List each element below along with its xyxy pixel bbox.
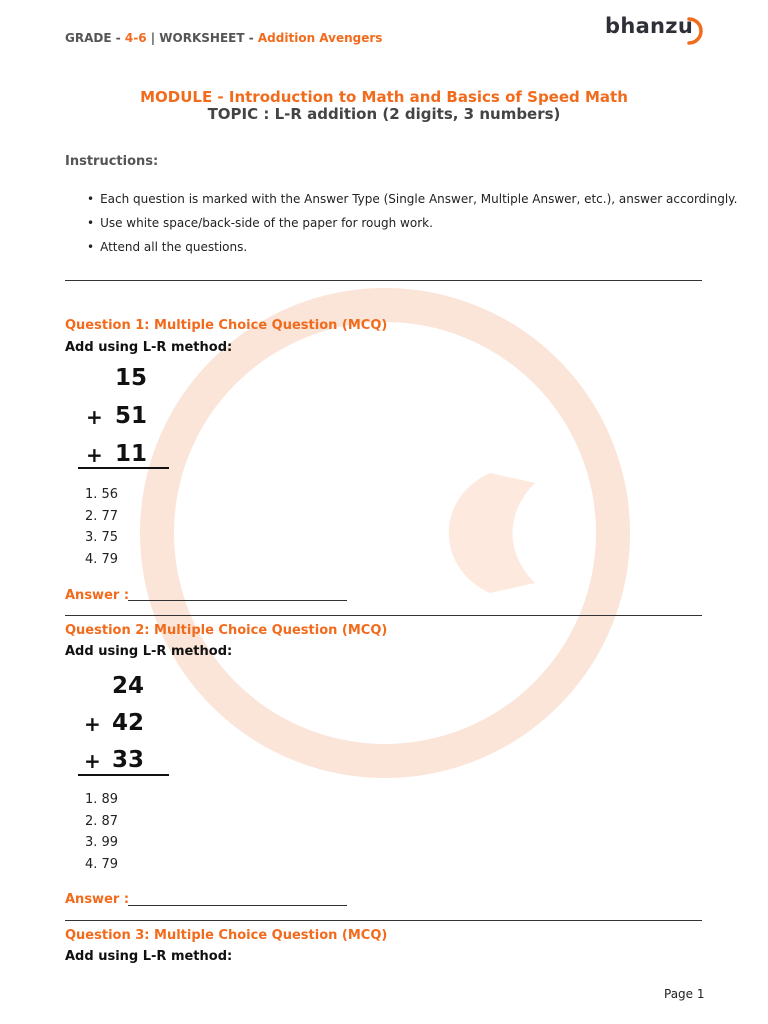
- instruction-item: • Attend all the questions.: [87, 240, 737, 264]
- option-item[interactable]: 3. 75: [85, 530, 119, 545]
- question-1-number-2: 51: [115, 403, 148, 429]
- option-item[interactable]: 2. 77: [85, 508, 119, 524]
- topic-title: TOPIC : L-R addition (2 digits, 3 numbers): [207, 105, 561, 123]
- question-1-answer-field[interactable]: [128, 600, 347, 601]
- question-1-plus-1: +: [86, 405, 103, 429]
- worksheet-header: [65, 31, 382, 45]
- option-item[interactable]: 1. 89: [85, 792, 119, 807]
- question-2-number-3: 33: [112, 747, 145, 773]
- grade-label: GRADE -: [65, 31, 125, 45]
- watermark-logo-icon: [135, 283, 635, 783]
- question-2-sum-line: [78, 774, 169, 776]
- question-2-plus-2: +: [84, 749, 101, 773]
- question-2-title: Question 2: Multiple Choice Question (MCQ): [65, 623, 388, 638]
- question-1-sum-line: [78, 467, 169, 469]
- grade-value: 4-6: [124, 31, 147, 45]
- option-item[interactable]: 1. 56: [85, 487, 119, 502]
- page-number: Page 1: [664, 987, 705, 1001]
- question-2-number-1: 24: [112, 673, 145, 699]
- logo-text: bhanzu: [605, 14, 694, 38]
- instruction-item: • Use white space/back-side of the paper for rough work.: [87, 216, 737, 240]
- question-1-title: Question 1: Multiple Choice Question (MCQ): [65, 318, 388, 333]
- question-1-number-3: 11: [115, 441, 148, 467]
- question-1-answer-label: Answer :: [65, 588, 130, 603]
- module-title: MODULE - Introduction to Math and Basics of Speed Math: [140, 88, 628, 106]
- question-1-number-1: 15: [115, 365, 148, 391]
- divider: [65, 920, 702, 921]
- worksheet-separator: | WORKSHEET -: [146, 31, 258, 45]
- option-item[interactable]: 2. 87: [85, 813, 119, 829]
- instructions-list: [87, 192, 737, 264]
- bhanzu-logo: [605, 14, 693, 38]
- question-1-plus-2: +: [86, 443, 103, 467]
- question-2-answer-label: Answer :: [65, 892, 130, 907]
- logo-arc-icon: [685, 17, 705, 45]
- option-item[interactable]: 4. 79: [85, 551, 119, 567]
- question-2-plus-1: +: [84, 712, 101, 736]
- divider: [65, 615, 702, 616]
- question-1-options: [85, 487, 118, 573]
- question-2-options: [85, 792, 118, 878]
- option-item[interactable]: 3. 99: [85, 835, 119, 850]
- question-2-number-2: 42: [112, 710, 145, 736]
- worksheet-name: Addition Avengers: [257, 31, 383, 45]
- question-3-prompt: Add using L-R method:: [65, 949, 233, 964]
- question-3-title: Question 3: Multiple Choice Question (MCQ): [65, 928, 388, 943]
- instruction-item: • Each question is marked with the Answer Type (Single Answer, Multiple Answer, etc.), answer accordingly.: [87, 192, 737, 216]
- question-2-prompt: Add using L-R method:: [65, 644, 233, 659]
- question-2-answer-field[interactable]: [128, 905, 347, 906]
- option-item[interactable]: 4. 79: [85, 856, 119, 872]
- instructions-title: Instructions:: [65, 154, 159, 169]
- divider: [65, 280, 702, 281]
- question-1-prompt: Add using L-R method:: [65, 340, 233, 355]
